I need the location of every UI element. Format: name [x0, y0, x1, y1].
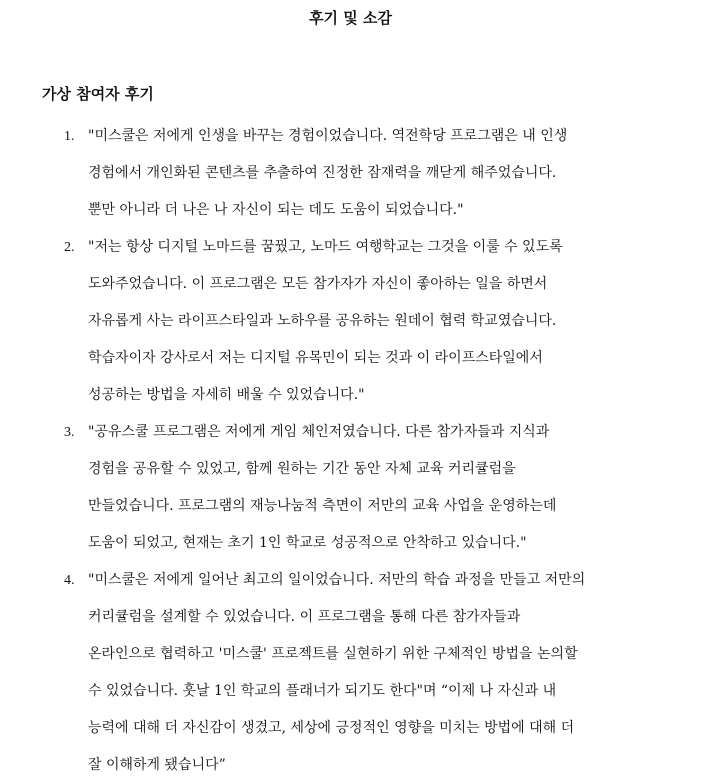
review-line: 잘 이해하게 됐습니다”	[88, 757, 226, 773]
review-text	[88, 414, 688, 562]
review-item-3	[0, 414, 701, 562]
review-line: 수 있었습니다. 훗날 1인 학교의 플래너가 되기도 한다"며 “이제 나 자신과 내	[88, 683, 557, 699]
review-item-4	[0, 562, 701, 784]
review-item-2	[0, 229, 701, 414]
review-line: "미스쿨은 저에게 인생을 바꾸는 경험이었습니다. 역전학당 프로그램은 내 인생	[88, 128, 568, 144]
review-line: 뿐만 아니라 더 나은 나 자신이 되는 데도 도움이 되었습니다."	[88, 202, 464, 218]
review-line: "저는 항상 디지털 노마드를 꿈꿨고, 노마드 여행학교는 그것을 이룰 수 있도록	[88, 239, 563, 255]
review-line: 성공하는 방법을 자세히 배울 수 있었습니다."	[88, 387, 365, 403]
review-line: 학습자이자 강사로서 저는 디지털 유목민이 되는 것과 이 라이프스타일에서	[88, 350, 543, 366]
review-text	[88, 229, 688, 414]
review-line: 자유롭게 사는 라이프스타일과 노하우를 공유하는 원데이 협력 학교였습니다.	[88, 313, 557, 329]
review-item-1	[0, 118, 701, 229]
review-number: 3.	[64, 425, 75, 440]
review-line: 도와주었습니다. 이 프로그램은 모든 참가자가 자신이 좋아하는 일을 하면서	[88, 276, 548, 292]
review-line: 경험에서 개인화된 콘텐츠를 추출하여 진정한 잠재력을 깨닫게 해주었습니다.	[88, 165, 557, 181]
review-number: 2.	[64, 240, 75, 255]
review-line: "미스쿨은 저에게 일어난 최고의 일이었습니다. 저만의 학습 과정을 만들고 저만의	[88, 572, 586, 588]
review-number: 4.	[64, 573, 75, 588]
review-line: 온라인으로 협력하고 '미스쿨' 프로젝트를 실현하기 위한 구체적인 방법을 논의할	[88, 646, 578, 662]
review-text	[88, 118, 688, 229]
review-line: 도움이 되었고, 현재는 초기 1인 학교로 성공적으로 안착하고 있습니다."	[88, 535, 527, 551]
review-number: 1.	[64, 129, 75, 144]
review-line: 경험을 공유할 수 있었고, 함께 원하는 기간 동안 자체 교육 커리큘럼을	[88, 461, 516, 477]
review-line: 커리큘럼을 설계할 수 있었습니다. 이 프로그램을 통해 다른 참가자들과	[88, 609, 521, 625]
document-title: 후기 및 소감	[309, 9, 392, 27]
review-line: "공유스쿨 프로그램은 저에게 게임 체인저였습니다. 다른 참가자들과 지식과	[88, 424, 550, 440]
review-line: 만들었습니다. 프로그램의 재능나눔적 측면이 저만의 교육 사업을 운영하는데	[88, 498, 557, 514]
review-list	[0, 118, 701, 784]
review-text	[88, 562, 688, 784]
section-heading: 가상 참여자 후기	[42, 85, 154, 103]
review-line: 능력에 대해 더 자신감이 생겼고, 세상에 긍정적인 영향을 미치는 방법에 대해 더	[88, 720, 575, 736]
